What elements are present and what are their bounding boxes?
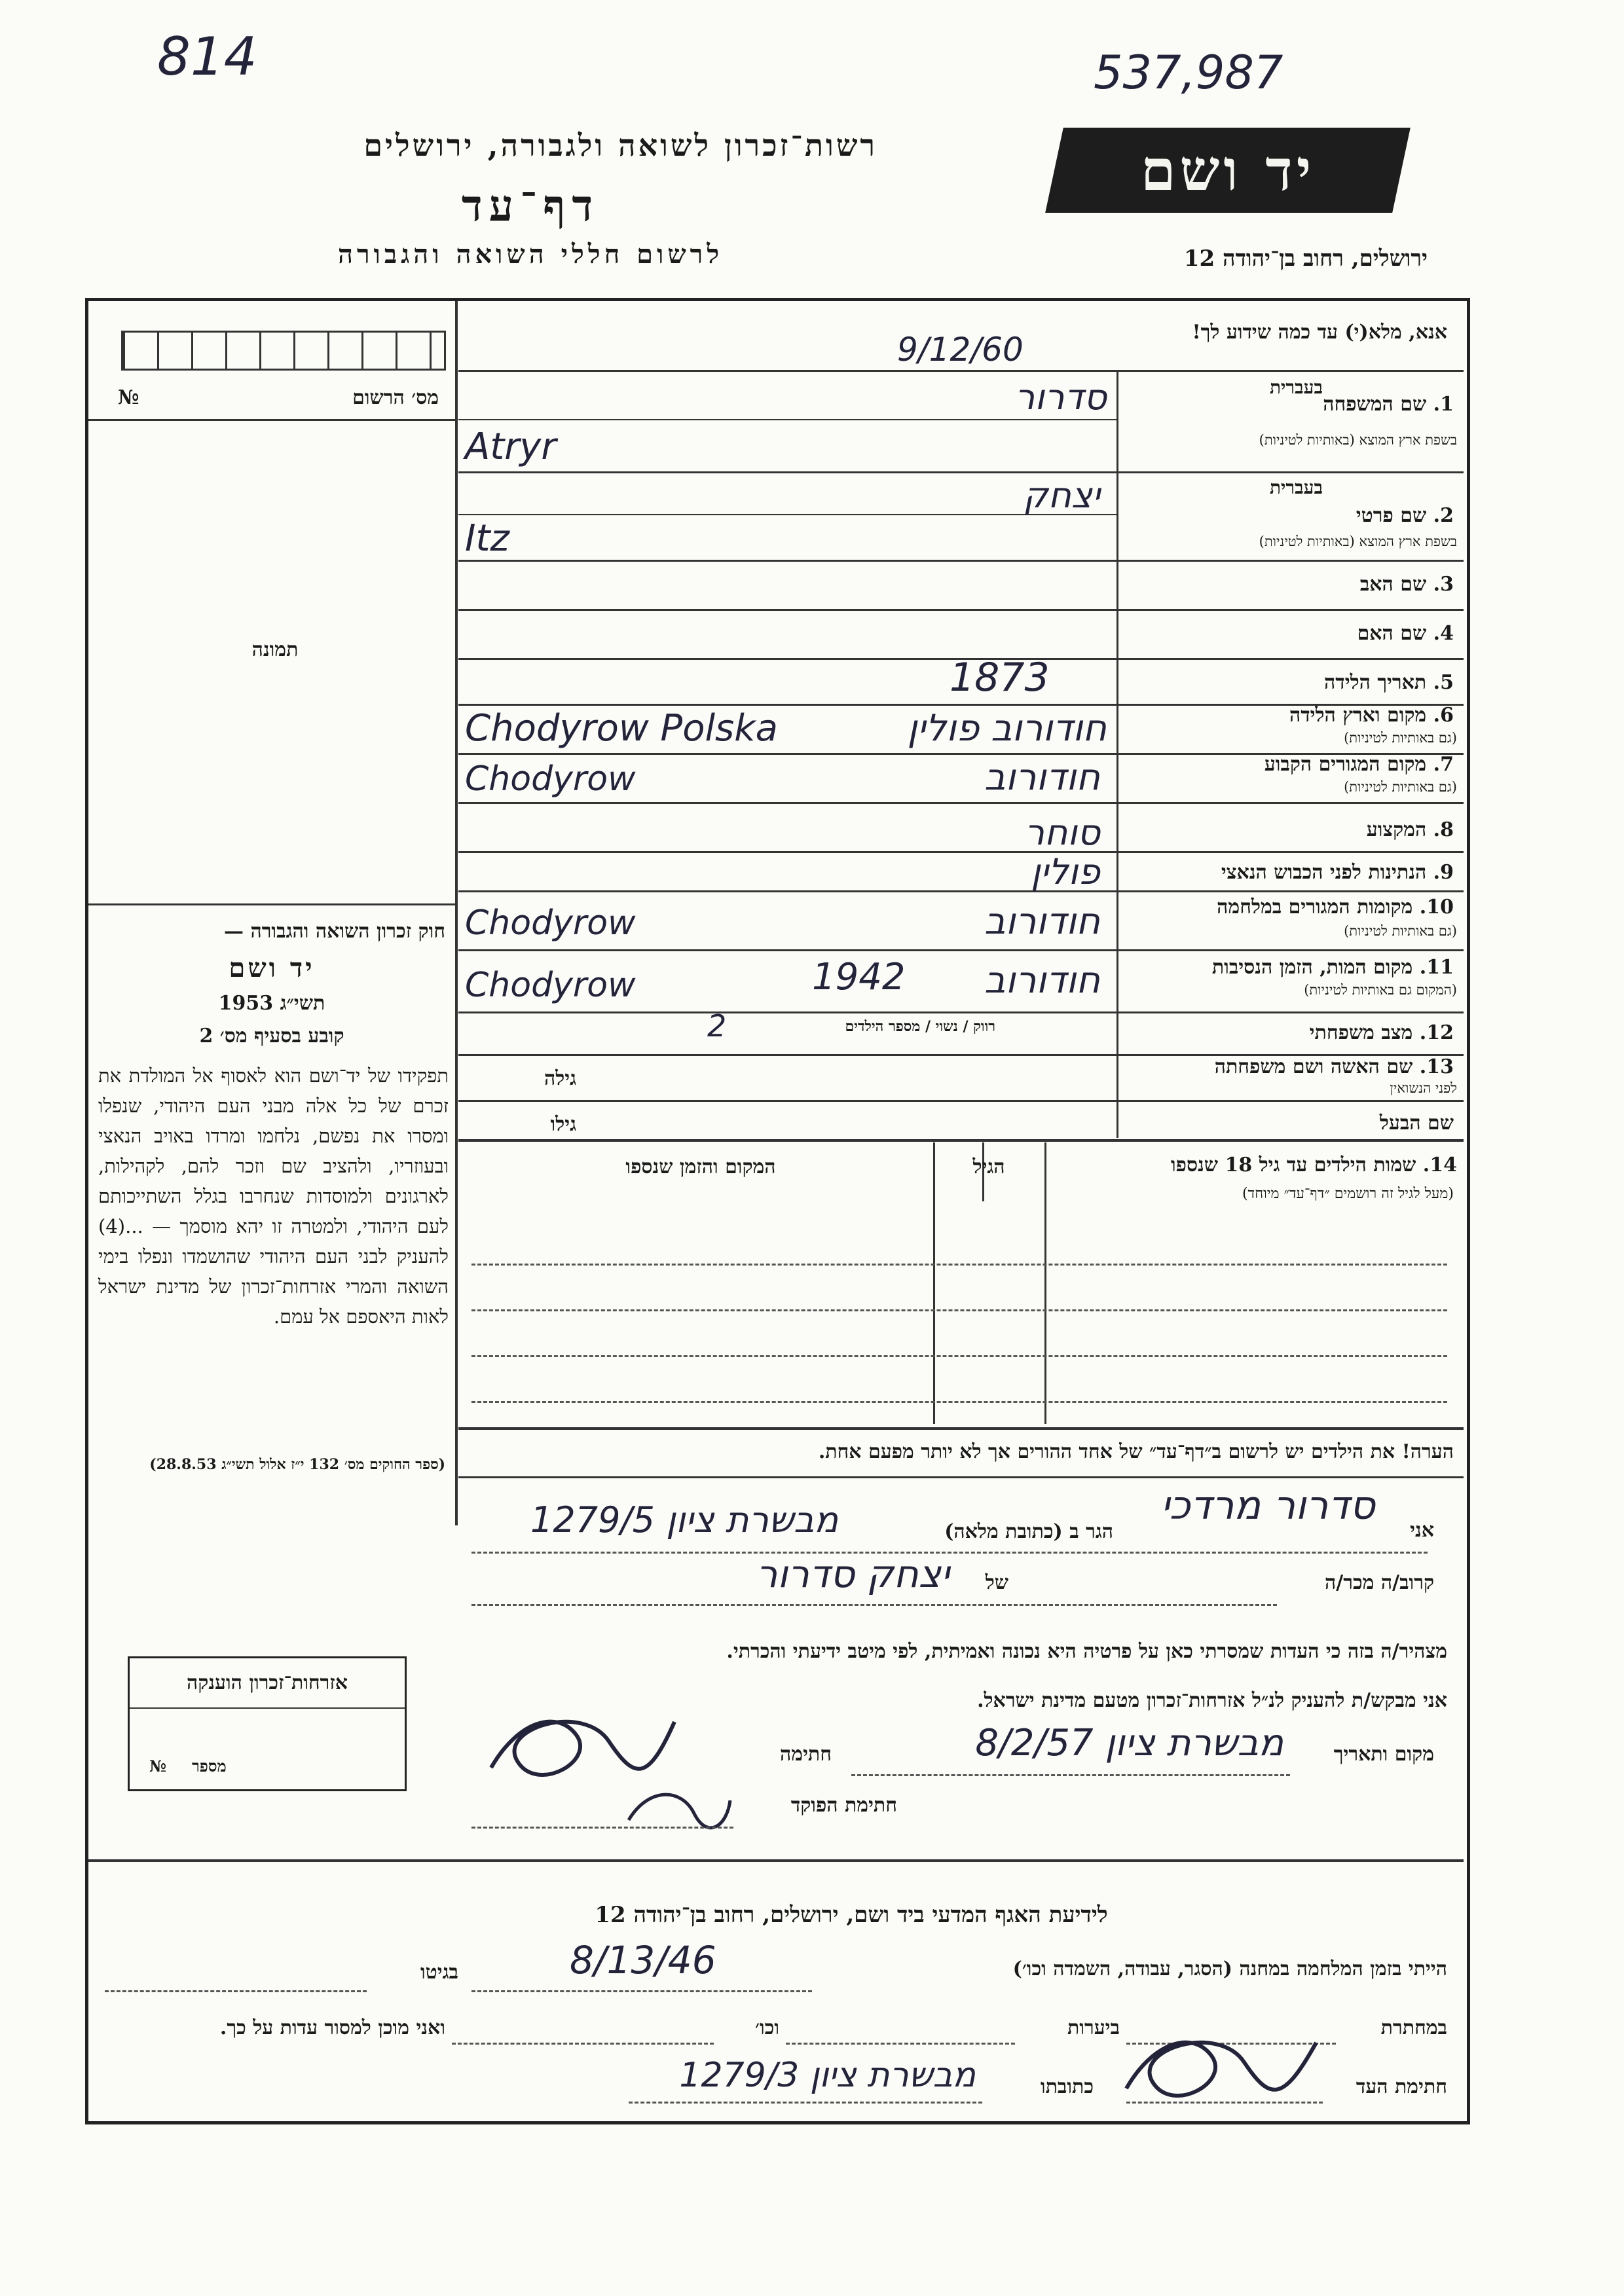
field-12-num: 12. bbox=[1419, 1021, 1454, 1044]
field-9-label bbox=[1126, 861, 1454, 884]
citizenship-number-label: מספר bbox=[192, 1757, 227, 1776]
note-text: הערה! את הילדים יש לרשום ב״דף־עד״ של אחד ההורים אך לא יותר מפעם אחת. bbox=[818, 1440, 1454, 1463]
photo-label: תמונה bbox=[251, 638, 299, 661]
registry-label-text: מס׳ הרשום bbox=[352, 386, 439, 409]
field-2-label bbox=[1126, 504, 1454, 527]
field-4-label bbox=[1126, 622, 1454, 645]
yad-vashem-logo bbox=[1045, 128, 1411, 213]
camp-value: 8/13/46 bbox=[570, 1938, 716, 1982]
archive-number-right: 537,987 bbox=[1094, 46, 1283, 100]
logo-text: יד ושם bbox=[1140, 137, 1316, 204]
citizenship-box bbox=[128, 1656, 407, 1791]
field-11-name: מקום המות, הזמן הנסיבות bbox=[1211, 956, 1413, 979]
law-year: תשי״ג 1953 bbox=[218, 992, 325, 1015]
field-5-name: תאריך הלידה bbox=[1324, 671, 1427, 694]
field-3-label bbox=[1126, 573, 1454, 596]
field-6-value-lat: Chodyrow Polska bbox=[465, 707, 778, 750]
place-date-label: מקום ותאריך bbox=[1333, 1743, 1434, 1766]
field-5-num: 5. bbox=[1433, 671, 1454, 694]
ghetto-label: בגיטו bbox=[420, 1961, 458, 1984]
field-13-sub: לפני הנשואין bbox=[1390, 1080, 1457, 1096]
children-col-age: הגיל bbox=[972, 1156, 1005, 1178]
field-7-value-lat: Chodyrow bbox=[465, 759, 636, 799]
registry-boxes bbox=[121, 331, 446, 371]
field-1-value-heb: סדרור bbox=[1014, 376, 1107, 418]
field-7-sub: (גם באותיות לטיניות) bbox=[1344, 779, 1457, 795]
field-10-value-lat: Chodyrow bbox=[465, 903, 636, 943]
field-5-label bbox=[1126, 671, 1454, 694]
field-2-sub: בשפת ארץ המוצא (באותיות לטיניות) bbox=[1259, 534, 1457, 549]
citizenship-title: אזרחות־זכרון הוענקה bbox=[186, 1671, 348, 1694]
signature-label: חתימה bbox=[780, 1743, 832, 1766]
field-2-num: 2. bbox=[1433, 504, 1454, 527]
ani-label: אני bbox=[1410, 1519, 1434, 1542]
field-6-value-heb: חודורוב פולין bbox=[907, 707, 1107, 750]
field-2-value-heb: יצחק bbox=[1023, 475, 1100, 516]
registry-no-mark: № bbox=[118, 386, 139, 409]
field-8-name: המקצוע bbox=[1366, 818, 1427, 841]
husband-age-label: גילו bbox=[550, 1113, 576, 1136]
field-12-label bbox=[1126, 1021, 1454, 1044]
field-6-num: 6. bbox=[1433, 704, 1454, 727]
children-sub: (מעל לגיל זה רושמים ״דף־עד״ מיוחד) bbox=[1242, 1186, 1454, 1202]
witness-sig-label: חתימת העד bbox=[1356, 2075, 1447, 2098]
registry-label bbox=[111, 386, 439, 409]
field-5-value: 1873 bbox=[950, 655, 1050, 701]
field-11-value-year: 1942 bbox=[812, 956, 906, 998]
field-7-name: מקום המגורים הקבוע bbox=[1264, 753, 1427, 776]
field-1-heb-label: בעברית bbox=[1269, 376, 1323, 398]
witness-signature bbox=[1113, 2016, 1329, 2115]
field-10-sub: (גם באותיות לטיניות) bbox=[1344, 923, 1457, 939]
field-7-value-heb: חודורוב bbox=[984, 756, 1100, 799]
declaration-text: מצהיר/ה בזה כי העדות שמסרתי כאן על פרטיה היא נכונה ואמיתית, לפי מיטב ידיעתי והכרתי. bbox=[726, 1640, 1447, 1663]
field-13-num: 13. bbox=[1419, 1055, 1454, 1078]
authority-line: רשות־זכרון לשואה ולגבורה, ירושלים bbox=[363, 128, 877, 163]
law-name: יד ושם bbox=[229, 953, 315, 983]
header-address: ירושלים, רחוב בן־יהודה 12 bbox=[1183, 246, 1428, 272]
ani-value: סדרור מרדכי bbox=[1160, 1483, 1375, 1529]
field-8-label bbox=[1126, 818, 1454, 841]
etc-label: וכו׳ bbox=[755, 2016, 779, 2039]
field-10-name: מקומות המגורים במלחמה bbox=[1217, 896, 1413, 919]
field-1-sub: בשפת ארץ המוצא (באותיות לטיניות) bbox=[1259, 432, 1457, 448]
field-9-value: פולין bbox=[1031, 851, 1100, 892]
form-title: דף־עד bbox=[461, 180, 600, 231]
forests-label: ביערות bbox=[1067, 2016, 1120, 2039]
witness-addr-label: כתובתו bbox=[1040, 2075, 1094, 2098]
place-date-value: מבשרת ציון 8/2/57 bbox=[975, 1722, 1283, 1764]
bottom-title: לידיעת האגף המדעי ביד ושם, ירושלים, רחוב בן־יהודה 12 bbox=[595, 1902, 1108, 1928]
field-13-name: שם האשה ושם משפחתה bbox=[1214, 1055, 1413, 1078]
address-label: הגר ב (כתובת מלאה) bbox=[944, 1520, 1113, 1543]
field-1-name: שם המשפחה bbox=[1323, 393, 1427, 416]
form-subtitle: לרשום חללי השואה והגבורה bbox=[337, 239, 724, 270]
field-10-value-heb: חודורוב bbox=[984, 900, 1100, 943]
field-3-name: שם האב bbox=[1359, 573, 1427, 596]
field-2-value-lat: Itz bbox=[465, 517, 509, 560]
field-11-num: 11. bbox=[1419, 956, 1454, 979]
request-text: אני מבקש/ת להעניק לנ״ל אזרחות־זכרון מטעם מדינת ישראל. bbox=[977, 1689, 1447, 1712]
field-2-heb-label: בעברית bbox=[1269, 477, 1323, 498]
instruction-value: 9/12/60 bbox=[897, 331, 1024, 369]
children-label: 14. שמות הילדים עד גיל 18 שנספו bbox=[1170, 1154, 1457, 1176]
witness-addr-value: מבשרת ציון 1279/3 bbox=[679, 2056, 976, 2095]
declarant-signature bbox=[478, 1696, 688, 1794]
field-8-num: 8. bbox=[1433, 818, 1454, 841]
field-8-value: סוחר bbox=[1024, 812, 1100, 853]
field-4-name: שם האם bbox=[1357, 622, 1427, 645]
official-signature bbox=[622, 1781, 733, 1840]
field-12-name: מצב משפחתי bbox=[1309, 1021, 1413, 1044]
field-13-label bbox=[1126, 1055, 1454, 1078]
law-section: קובע בסעיף מס׳ 2 bbox=[199, 1025, 344, 1048]
field-11-value-lat: Chodyrow bbox=[465, 966, 636, 1005]
field-7-label bbox=[1126, 753, 1454, 776]
field-9-name: הנתינות לפני הכבוש הנאצי bbox=[1221, 861, 1427, 884]
of-label: של bbox=[985, 1571, 1008, 1594]
field-1-value-lat: Atryr bbox=[465, 426, 557, 468]
camp-label: הייתי בזמן המלחמה במחנה (הסגר, עבודה, השמדה וכו׳) bbox=[1012, 1958, 1447, 1980]
field-12-value: 2 bbox=[707, 1008, 727, 1044]
field-6-label bbox=[1126, 704, 1454, 727]
field-12-options: רווק / נשוי / מספר הילדים bbox=[845, 1018, 995, 1035]
ready-label: ואני מוכן למסור עדות על כך. bbox=[219, 2016, 445, 2039]
law-footnote: (ספר החוקים מס׳ 132 י״ז אלול תשי״ג 28.8.53) bbox=[149, 1456, 445, 1473]
field-7-num: 7. bbox=[1433, 753, 1454, 776]
official-signature-label: חתימת הפוקד bbox=[790, 1794, 897, 1817]
archive-number-left: 814 bbox=[157, 26, 257, 87]
citizenship-no-mark: № bbox=[149, 1757, 167, 1776]
of-value: יצחק סדרור bbox=[756, 1552, 950, 1596]
field-9-num: 9. bbox=[1433, 861, 1454, 884]
field-10-label bbox=[1126, 896, 1454, 919]
hiding-label: במחתרת bbox=[1380, 2016, 1447, 2039]
field-2-name: שם פרטי bbox=[1356, 504, 1427, 527]
law-body: תפקידו של יד־ושם הוא לאסוף אל המולדת את זכרם של כל אלה מבני העם היהודי, שנפלו ומסרו את נפשם, נלחמו ומרדו באויב הנאצי ובעוזריו, ולהציב שם וזכר להם, לקהילות, לארגונים ולמוסדות שנחרבו בגלל השתייכותם לעם היהודי, ולמטרה זו יהא מוסמך — ...(4) להעניק לבני העם היהודי שהושמדו ונפלו בימי השואה והמרי אזרחות־זכרון של מדינת ישראל לאות היאספם אל עמם. bbox=[98, 1065, 449, 1328]
form-instruction: אנא, מלא(י) עד כמה שידוע לך! bbox=[1192, 321, 1447, 344]
law-title: חוק זכרון השואה והגבורה — bbox=[224, 920, 445, 943]
field-11-label bbox=[1126, 956, 1454, 979]
field-10-num: 10. bbox=[1419, 896, 1454, 919]
field-3-num: 3. bbox=[1433, 573, 1454, 596]
field-11-sub: (המקום גם באותיות לטיניות) bbox=[1304, 982, 1457, 998]
field-13-age-label: גילה bbox=[544, 1067, 576, 1090]
children-col-place: המקום והזמן שנספו bbox=[625, 1156, 776, 1178]
address-value: מבשרת ציון 1279/5 bbox=[530, 1499, 838, 1540]
field-4-num: 4. bbox=[1433, 622, 1454, 645]
field-6-name: מקום וארץ הלידה bbox=[1289, 704, 1427, 727]
husband-label: שם הבעל bbox=[1379, 1112, 1454, 1135]
field-11-value-heb: חודורוב bbox=[984, 959, 1100, 1002]
relation-label: קרוב/ה מכר/ה bbox=[1325, 1571, 1434, 1594]
field-6-sub: (גם באותיות לטיניות) bbox=[1344, 730, 1457, 746]
field-1-num: 1. bbox=[1433, 393, 1454, 416]
